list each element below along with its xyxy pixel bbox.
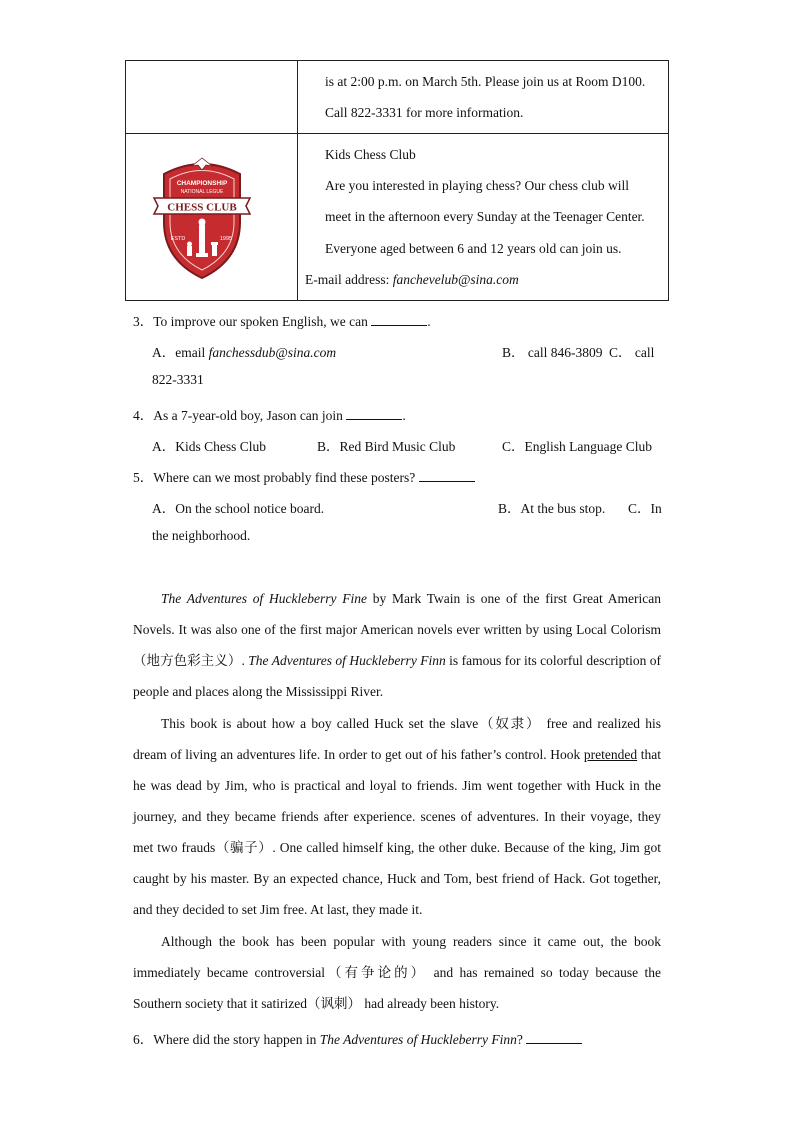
logo-banner-text: CHESS CLUB — [167, 201, 237, 214]
question-3-stem: 3．To improve our spoken English, we can . — [133, 314, 431, 329]
q3-option-a-email: fanchessdub@sina.com — [208, 345, 337, 360]
q3-option-b[interactable]: B． call 846-3809 — [502, 345, 603, 360]
ad-row1-line1: is at 2:00 p.m. on March 5th. Please join us at Room D100. — [325, 74, 646, 89]
q4-option-a[interactable]: A．Kids Chess Club — [152, 439, 267, 454]
ad-table — [125, 60, 669, 301]
q3-option-a[interactable]: A．email fanchessdub@sina.com — [152, 345, 337, 360]
answer-blank[interactable] — [419, 469, 475, 482]
logo-right-year: 1995 — [219, 236, 233, 242]
logo-sub-text: NATIONAL LEGUE — [180, 189, 224, 195]
ad-row1-text-cell — [298, 61, 669, 134]
email-label: E-mail address: — [305, 272, 393, 287]
ad-row2-line2: meet in the afternoon every Sunday at the Teenager Center. — [325, 209, 645, 224]
ad-row2-line3: Everyone aged between 6 and 12 years old can join us. — [325, 241, 622, 256]
passage-paragraph-2: This book is about how a boy called Huck set the slave（奴隶） free and realized his dream of living an adventures life. In order to get out of his father’s control. Hook pretended that he was dead by Jim, who is practical and loyal to friends. Jim went together with Huck in the journey, and they became friends after experience. scenes of adventures. In their voyage, they met two frauds（骗子）. One called himself king, the other duke. Because of the king, Jim got caught by his master. By an expected chance, Huck and Tom, best friend of Hack. Got together, and they decided to set Jim free. At last, they made it. — [133, 716, 661, 917]
book-title: The Adventures of Huckleberry Fine — [161, 591, 367, 606]
q5-option-c[interactable]: C．In — [628, 501, 662, 516]
ad-row2-logo-cell — [126, 134, 298, 301]
logo-top-text: CHAMPIONSHIP — [176, 180, 228, 187]
question-4-text: 4．As a 7-year-old boy, Jason can join — [133, 408, 343, 423]
ad-row2-line1: Are you interested in playing chess? Our chess club will — [325, 178, 630, 193]
question-3-text: 3．To improve our spoken English, we can — [133, 314, 368, 329]
answer-blank[interactable] — [346, 407, 402, 420]
q3-option-c-continued: 822-3331 — [152, 372, 204, 387]
q4-option-b[interactable]: B．Red Bird Music Club — [317, 439, 456, 454]
chess-club-logo — [152, 152, 252, 282]
q5-option-a[interactable]: A．On the school notice board. — [152, 501, 325, 516]
q5-option-b[interactable]: B．At the bus stop. — [498, 501, 606, 516]
passage-paragraph-3: Although the book has been popular with young readers since it came out, the book immediately became controversial（有争论的） and has remained so today because the Southern society that it satirized（讽刺） had already been history. — [133, 934, 661, 1011]
ad-row2-text-cell — [298, 134, 669, 301]
q5-option-c-continued: the neighborhood. — [152, 528, 251, 543]
answer-blank[interactable] — [371, 313, 427, 326]
passage-paragraph-1: The Adventures of Huckleberry Fine by Mark Twain is one of the first Great American Novels. It was also one of the first major American novels ever written by using Local Colorism（地方色彩主义）. The Adventures of Huckleberry Finn is famous for its colorful description of people and places along the Mississippi River. — [133, 591, 662, 699]
q4-option-c[interactable]: C．English Language Club — [502, 439, 652, 454]
ad-row1-empty-cell — [126, 61, 298, 134]
kids-chess-club-title: Kids Chess Club — [325, 147, 416, 162]
underlined-word: pretended — [583, 747, 638, 762]
q3-option-c[interactable]: C． call — [609, 345, 655, 360]
book-title: The Adventures of Huckleberry Finn — [319, 1032, 517, 1047]
email-line — [305, 272, 519, 288]
question-4-stem: 4．As a 7-year-old boy, Jason can join . — [133, 408, 406, 423]
answer-blank[interactable] — [526, 1031, 582, 1044]
ad-row1-line2: Call 822-3331 for more information. — [325, 105, 524, 120]
question-5-stem — [133, 466, 475, 486]
logo-left-year: ESTD — [170, 236, 186, 242]
question-6-stem: 6．Where did the story happen in The Adventures of Huckleberry Finn? — [133, 1028, 582, 1048]
question-5-text: 5．Where can we most probably find these posters? — [133, 470, 416, 485]
book-title: The Adventures of Huckleberry Finn — [248, 653, 446, 668]
email-address: fanchevelub@sina.com — [392, 272, 519, 287]
